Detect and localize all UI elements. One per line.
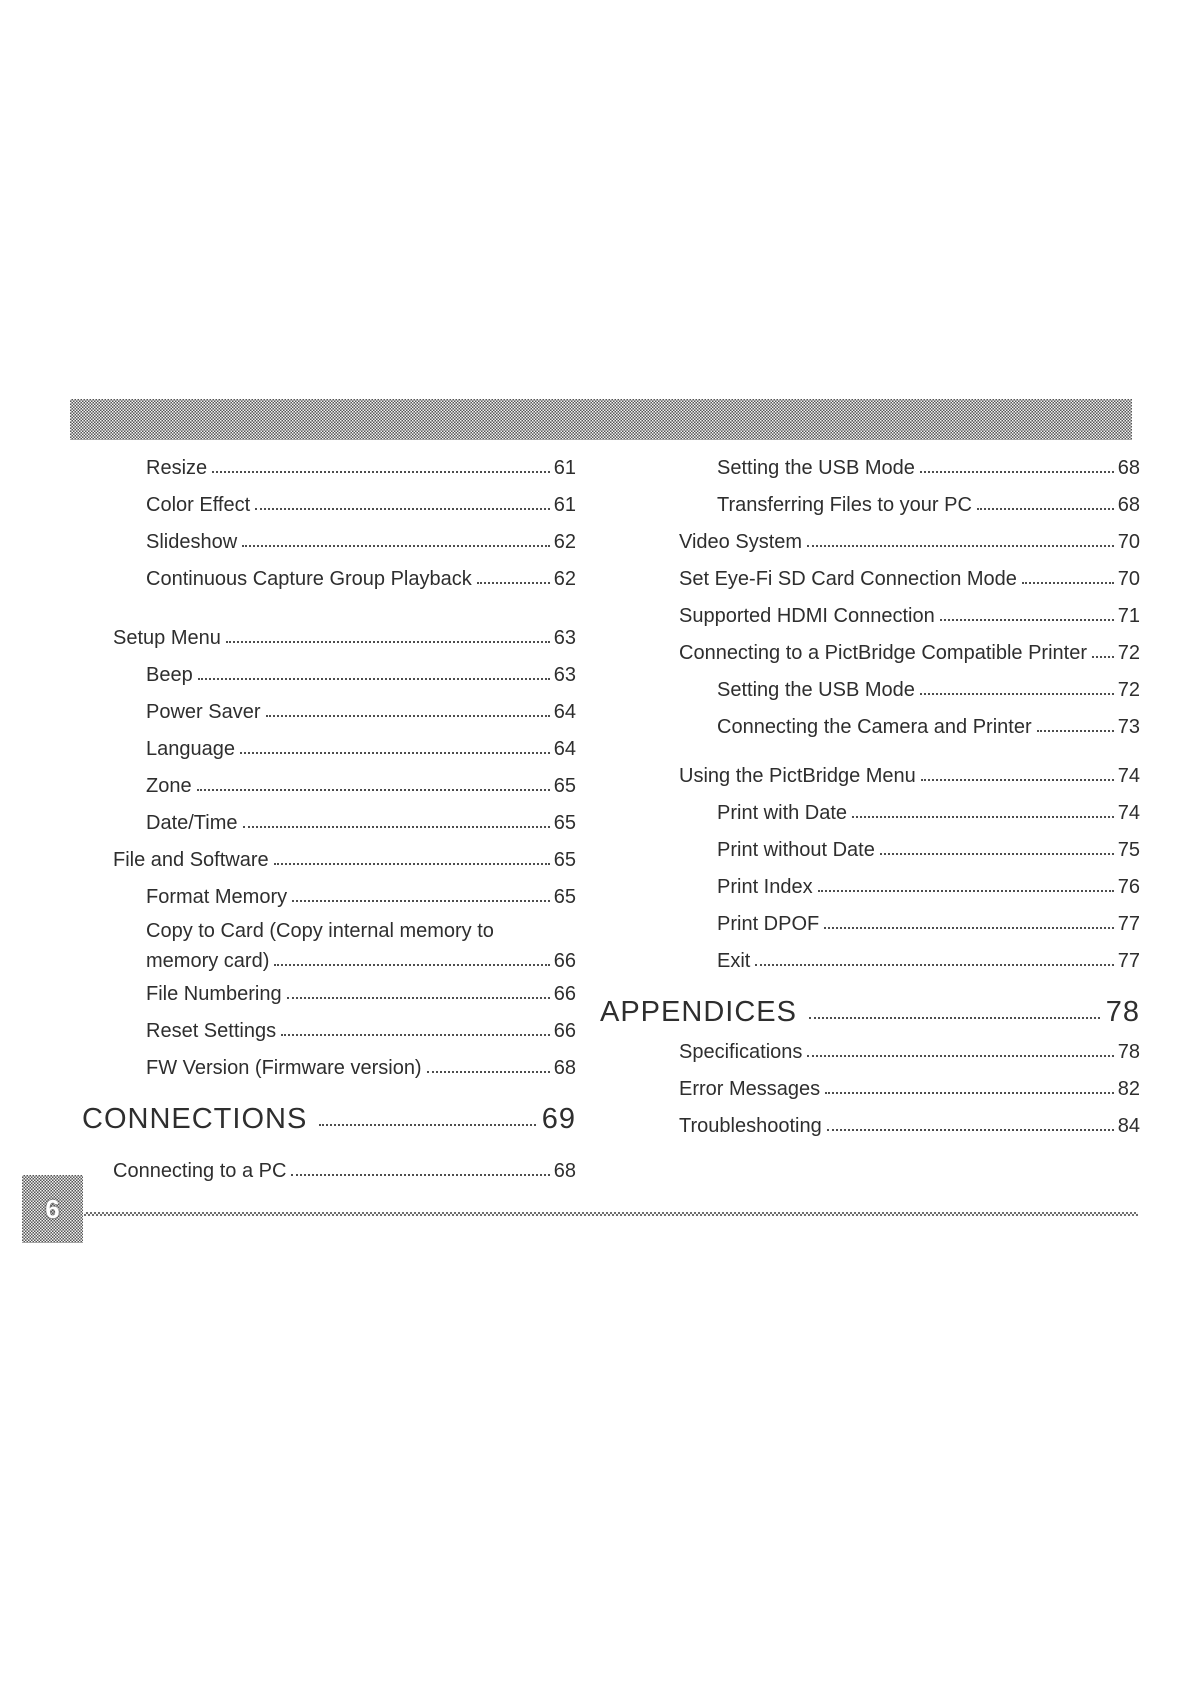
toc-entry-page: 77 bbox=[1117, 950, 1140, 972]
toc-entry bbox=[82, 943, 576, 973]
page-number: 6 bbox=[45, 1193, 60, 1224]
toc-entry bbox=[600, 595, 1140, 632]
toc-entry-leader bbox=[1037, 730, 1114, 732]
toc-entry-label: Zone bbox=[146, 775, 192, 797]
toc-entry-page: 74 bbox=[1117, 765, 1140, 787]
toc-entry bbox=[600, 521, 1140, 558]
toc-entry-page: 78 bbox=[1117, 1041, 1140, 1063]
toc-entry-leader bbox=[274, 863, 550, 865]
toc-entry bbox=[82, 558, 576, 595]
toc-entry-label: Resize bbox=[146, 457, 208, 479]
toc-entry-page: 78 bbox=[1105, 996, 1140, 1028]
toc-entry-page: 70 bbox=[1117, 568, 1140, 590]
toc-entry-page: 72 bbox=[1117, 679, 1140, 701]
toc-entry bbox=[600, 706, 1140, 743]
toc-entry-page: 64 bbox=[553, 738, 576, 760]
toc-entry-label: APPENDICES bbox=[600, 996, 797, 1028]
toc-entry bbox=[82, 1010, 576, 1047]
toc-entry-leader bbox=[197, 789, 550, 791]
toc-entry bbox=[600, 866, 1140, 903]
toc-entry-label: Specifications bbox=[679, 1041, 803, 1063]
toc-entry bbox=[600, 558, 1140, 595]
toc-entry-page: 62 bbox=[553, 531, 576, 553]
toc-entry-leader bbox=[243, 826, 550, 828]
toc-entry-page: 84 bbox=[1117, 1115, 1140, 1137]
toc-entry bbox=[600, 903, 1140, 940]
toc-entry-page: 62 bbox=[553, 568, 576, 590]
toc-entry-page: 74 bbox=[1117, 802, 1140, 824]
toc-entry-leader bbox=[240, 752, 550, 754]
toc-entry-label: memory card) bbox=[146, 950, 270, 972]
toc-entry-leader bbox=[226, 641, 550, 643]
toc-entry-page: 64 bbox=[553, 701, 576, 723]
toc-entry-leader bbox=[880, 853, 1114, 855]
toc-heading bbox=[600, 989, 1140, 1031]
footer-dotted-rule bbox=[84, 1212, 1138, 1216]
toc-entry-page: 65 bbox=[553, 849, 576, 871]
toc-entry-label: Copy to Card (Copy internal memory to bbox=[146, 920, 494, 942]
toc-entry-page: 77 bbox=[1117, 913, 1140, 935]
toc-entry bbox=[82, 876, 576, 913]
toc-entry-page: 82 bbox=[1117, 1078, 1140, 1100]
toc-entry bbox=[600, 792, 1140, 829]
toc-entry-page: 73 bbox=[1117, 716, 1140, 738]
toc-entry-label: Transferring Files to your PC bbox=[717, 494, 972, 516]
toc-entry-leader bbox=[824, 927, 1114, 929]
toc-entry bbox=[600, 755, 1140, 792]
toc-entry-leader bbox=[827, 1129, 1114, 1131]
toc-entry-label: Connecting to a PC bbox=[113, 1160, 287, 1182]
toc-entry-page: 66 bbox=[553, 1020, 576, 1042]
toc-entry bbox=[600, 632, 1140, 669]
toc-entry bbox=[82, 728, 576, 765]
toc-entry bbox=[600, 1031, 1140, 1068]
toc-entry-leader bbox=[198, 678, 550, 680]
toc-entry-page: 68 bbox=[1117, 494, 1140, 516]
toc-entry-label: Power Saver bbox=[146, 701, 261, 723]
toc-entry-leader bbox=[807, 1055, 1113, 1057]
toc-entry-leader bbox=[291, 1174, 549, 1176]
toc-entry-label: Continuous Capture Group Playback bbox=[146, 568, 472, 590]
toc-entry-label: Reset Settings bbox=[146, 1020, 277, 1042]
toc-entry-label: Beep bbox=[146, 664, 193, 686]
toc-entry-label: Error Messages bbox=[679, 1078, 821, 1100]
toc-entry-leader bbox=[255, 508, 550, 510]
toc-heading bbox=[82, 1096, 576, 1138]
toc-entry bbox=[600, 1068, 1140, 1105]
toc-entry-label: Troubleshooting bbox=[679, 1115, 822, 1137]
toc-entry bbox=[82, 765, 576, 802]
toc-entry-page: 65 bbox=[553, 775, 576, 797]
toc-entry-label: Print Index bbox=[717, 876, 813, 898]
toc-entry-leader bbox=[1022, 582, 1114, 584]
toc-entry-leader bbox=[809, 1017, 1100, 1019]
toc-entry-label: CONNECTIONS bbox=[82, 1103, 308, 1135]
toc-entry-leader bbox=[242, 545, 550, 547]
toc-entry-page: 66 bbox=[553, 950, 576, 972]
toc-entry-label: Format Memory bbox=[146, 886, 288, 908]
toc-entry-leader bbox=[427, 1071, 550, 1073]
toc-entry-label: Color Effect bbox=[146, 494, 251, 516]
halftone-banner bbox=[70, 399, 1132, 440]
toc-entry-label: File Numbering bbox=[146, 983, 282, 1005]
toc-entry-page: 72 bbox=[1117, 642, 1140, 664]
toc-entry-label: Date/Time bbox=[146, 812, 238, 834]
toc-entry-page: 61 bbox=[553, 457, 576, 479]
toc-entry bbox=[82, 617, 576, 654]
toc-column-right bbox=[600, 447, 1140, 1142]
toc-entry-label: FW Version (Firmware version) bbox=[146, 1057, 422, 1079]
toc-entry-leader bbox=[755, 964, 1113, 966]
toc-entry-label: File and Software bbox=[113, 849, 269, 871]
toc-entry-leader bbox=[825, 1092, 1114, 1094]
toc-entry-page: 70 bbox=[1117, 531, 1140, 553]
toc-entry-leader bbox=[212, 471, 550, 473]
toc-entry-page: 65 bbox=[553, 886, 576, 908]
toc-entry bbox=[82, 1150, 576, 1187]
toc-entry-label: Using the PictBridge Menu bbox=[679, 765, 916, 787]
toc-entry-label: Language bbox=[146, 738, 235, 760]
toc-entry-label: Print with Date bbox=[717, 802, 848, 824]
toc-entry bbox=[82, 913, 576, 943]
toc-entry-leader bbox=[287, 997, 550, 999]
toc-entry bbox=[600, 669, 1140, 706]
toc-entry bbox=[82, 447, 576, 484]
toc-entry-page: 63 bbox=[553, 627, 576, 649]
toc-entry bbox=[82, 484, 576, 521]
toc-entry-page: 68 bbox=[1117, 457, 1140, 479]
toc-entry-leader bbox=[281, 1034, 550, 1036]
toc-entry-label: Connecting to a PictBridge Compatible Printer bbox=[679, 642, 1087, 664]
toc-entry-label: Setup Menu bbox=[113, 627, 221, 649]
toc-entry-page: 63 bbox=[553, 664, 576, 686]
page-number-badge bbox=[22, 1175, 83, 1243]
toc-entry-leader bbox=[292, 900, 550, 902]
toc-entry-leader bbox=[920, 693, 1114, 695]
toc-entry-leader bbox=[852, 816, 1114, 818]
toc-entry-page: 69 bbox=[541, 1103, 576, 1135]
toc-column-left bbox=[82, 447, 576, 1187]
toc-entry bbox=[82, 521, 576, 558]
toc-entry-leader bbox=[319, 1124, 535, 1126]
toc-entry bbox=[600, 940, 1140, 977]
toc-entry bbox=[82, 973, 576, 1010]
toc-entry-leader bbox=[920, 471, 1114, 473]
toc-entry-label: Print DPOF bbox=[717, 913, 820, 935]
toc-entry-page: 68 bbox=[553, 1160, 576, 1182]
toc-entry-leader bbox=[477, 582, 550, 584]
toc-entry-leader bbox=[818, 890, 1114, 892]
toc-entry-leader bbox=[1092, 656, 1114, 658]
toc-entry-label: Slideshow bbox=[146, 531, 238, 553]
toc-entry bbox=[600, 829, 1140, 866]
toc-entry bbox=[600, 484, 1140, 521]
toc-entry-leader bbox=[977, 508, 1114, 510]
toc-entry-leader bbox=[940, 619, 1114, 621]
toc-entry bbox=[82, 802, 576, 839]
toc-entry-label: Connecting the Camera and Printer bbox=[717, 716, 1032, 738]
toc-entry bbox=[600, 1105, 1140, 1142]
toc-entry bbox=[82, 691, 576, 728]
toc-entry-page: 68 bbox=[553, 1057, 576, 1079]
toc-entry-label: Video System bbox=[679, 531, 803, 553]
toc-entry-label: Setting the USB Mode bbox=[717, 679, 915, 701]
toc-entry-leader bbox=[274, 964, 549, 966]
toc-entry bbox=[82, 654, 576, 691]
toc-entry bbox=[82, 1047, 576, 1084]
toc-entry-label: Setting the USB Mode bbox=[717, 457, 915, 479]
toc-entry-page: 61 bbox=[553, 494, 576, 516]
toc-entry-label: Print without Date bbox=[717, 839, 875, 861]
toc-entry bbox=[600, 447, 1140, 484]
toc-entry-page: 75 bbox=[1117, 839, 1140, 861]
toc-entry-label: Exit bbox=[717, 950, 751, 972]
toc-entry-page: 71 bbox=[1117, 605, 1140, 627]
toc-entry-label: Supported HDMI Connection bbox=[679, 605, 935, 627]
toc-entry-leader bbox=[807, 545, 1114, 547]
toc-entry-leader bbox=[266, 715, 550, 717]
toc-entry-leader bbox=[921, 779, 1114, 781]
toc-entry-page: 65 bbox=[553, 812, 576, 834]
toc-entry-page: 76 bbox=[1117, 876, 1140, 898]
toc-entry-page: 66 bbox=[553, 983, 576, 1005]
toc-entry bbox=[82, 839, 576, 876]
toc-entry-label: Set Eye-Fi SD Card Connection Mode bbox=[679, 568, 1017, 590]
